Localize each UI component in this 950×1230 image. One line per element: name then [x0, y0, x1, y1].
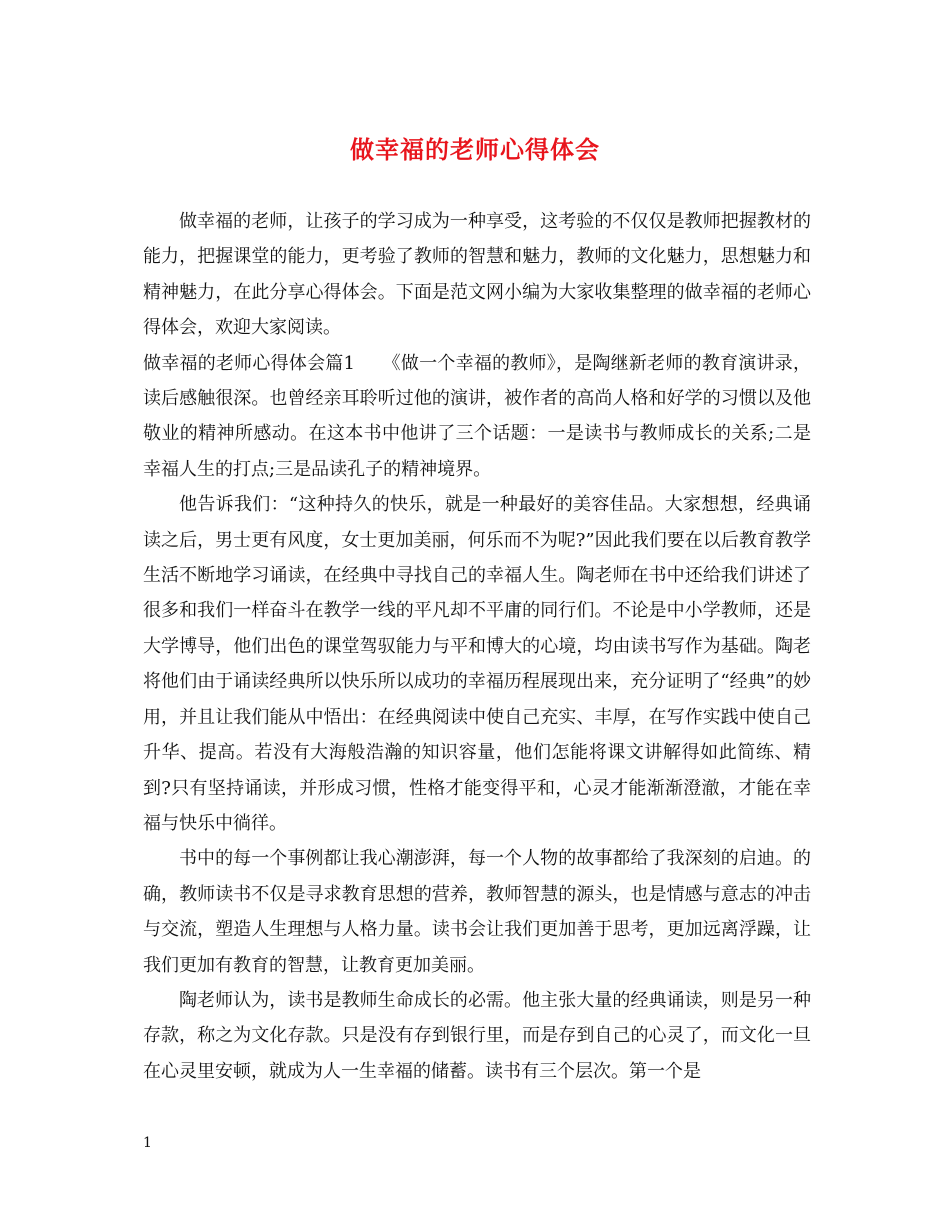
paragraph-section-1: 做幸福的老师心得体会篇1 《做一个幸福的教师》，是陶继新老师的教育演讲录，读后感触很深。也曾经亲耳聆听过他的演讲，被作者的高尚人格和好学的习惯以及他敬业的精神所感动。在这本书中他讲了三个话题：一是读书与教师成长的关系;二是幸福人生的打点;三是品读孔子的精神境界。 [143, 352, 811, 480]
page-number: 1 [143, 1135, 152, 1151]
paragraph-reading: 陶老师认为，读书是教师生命成长的必需。他主张大量的经典诵读，则是另一种存款，称之为文化存款。只是没有存到银行里，而是存到自己的心灵了，而文化一旦在心灵里安顿，就成为人一生幸福的储蓄。读书有三个层次。第一个是 [143, 989, 811, 1082]
paragraph-examples: 书中的每一个事例都让我心潮澎湃，每一个人物的故事都给了我深刻的启迪。的确，教师读书不仅是寻求教育思想的营养，教师智慧的源头，也是情感与意志的冲击与交流，塑造人生理想与人格力量。读书会让我们更加善于思考，更加远离浮躁，让我们更加有教育的智慧，让教育更加美丽。 [143, 848, 811, 976]
document-body [143, 204, 811, 1089]
paragraph-quote: 他告诉我们：“这种持久的快乐，就是一种最好的美容佳品。大家想想，经典诵读之后，男士更有风度，女士更加美丽，何乐而不为呢?”因此我们要在以后教育教学生活不断地学习诵读，在经典中寻找自己的幸福人生。陶老师在书中还给我们讲述了很多和我们一样奋斗在教学一线的平凡却不平庸的同行们。不论是中小学教师，还是大学博导，他们出色的课堂驾驭能力与平和博大的心境，均由读书写作为基础。陶老将他们由于诵读经典所以快乐所以成功的幸福历程展现出来，充分证明了“经典”的妙用，并且让我们能从中悟出：在经典阅读中使自己充实、丰厚，在写作实践中使自己升华、提高。若没有大海般浩瀚的知识容量，他们怎能将课文讲解得如此简练、精到?只有坚持诵读，并形成习惯，性格才能变得平和，心灵才能渐渐澄澈，才能在幸福与快乐中徜徉。 [143, 494, 811, 834]
document-title: 做幸福的老师心得体会 [350, 135, 600, 164]
paragraph-intro: 做幸福的老师，让孩子的学习成为一种享受，这考验的不仅仅是教师把握教材的能力，把握课堂的能力，更考验了教师的智慧和魅力，教师的文化魅力，思想魅力和精神魅力，在此分享心得体会。下面是范文网小编为大家收集整理的做幸福的老师心得体会，欢迎大家阅读。 [143, 211, 811, 339]
